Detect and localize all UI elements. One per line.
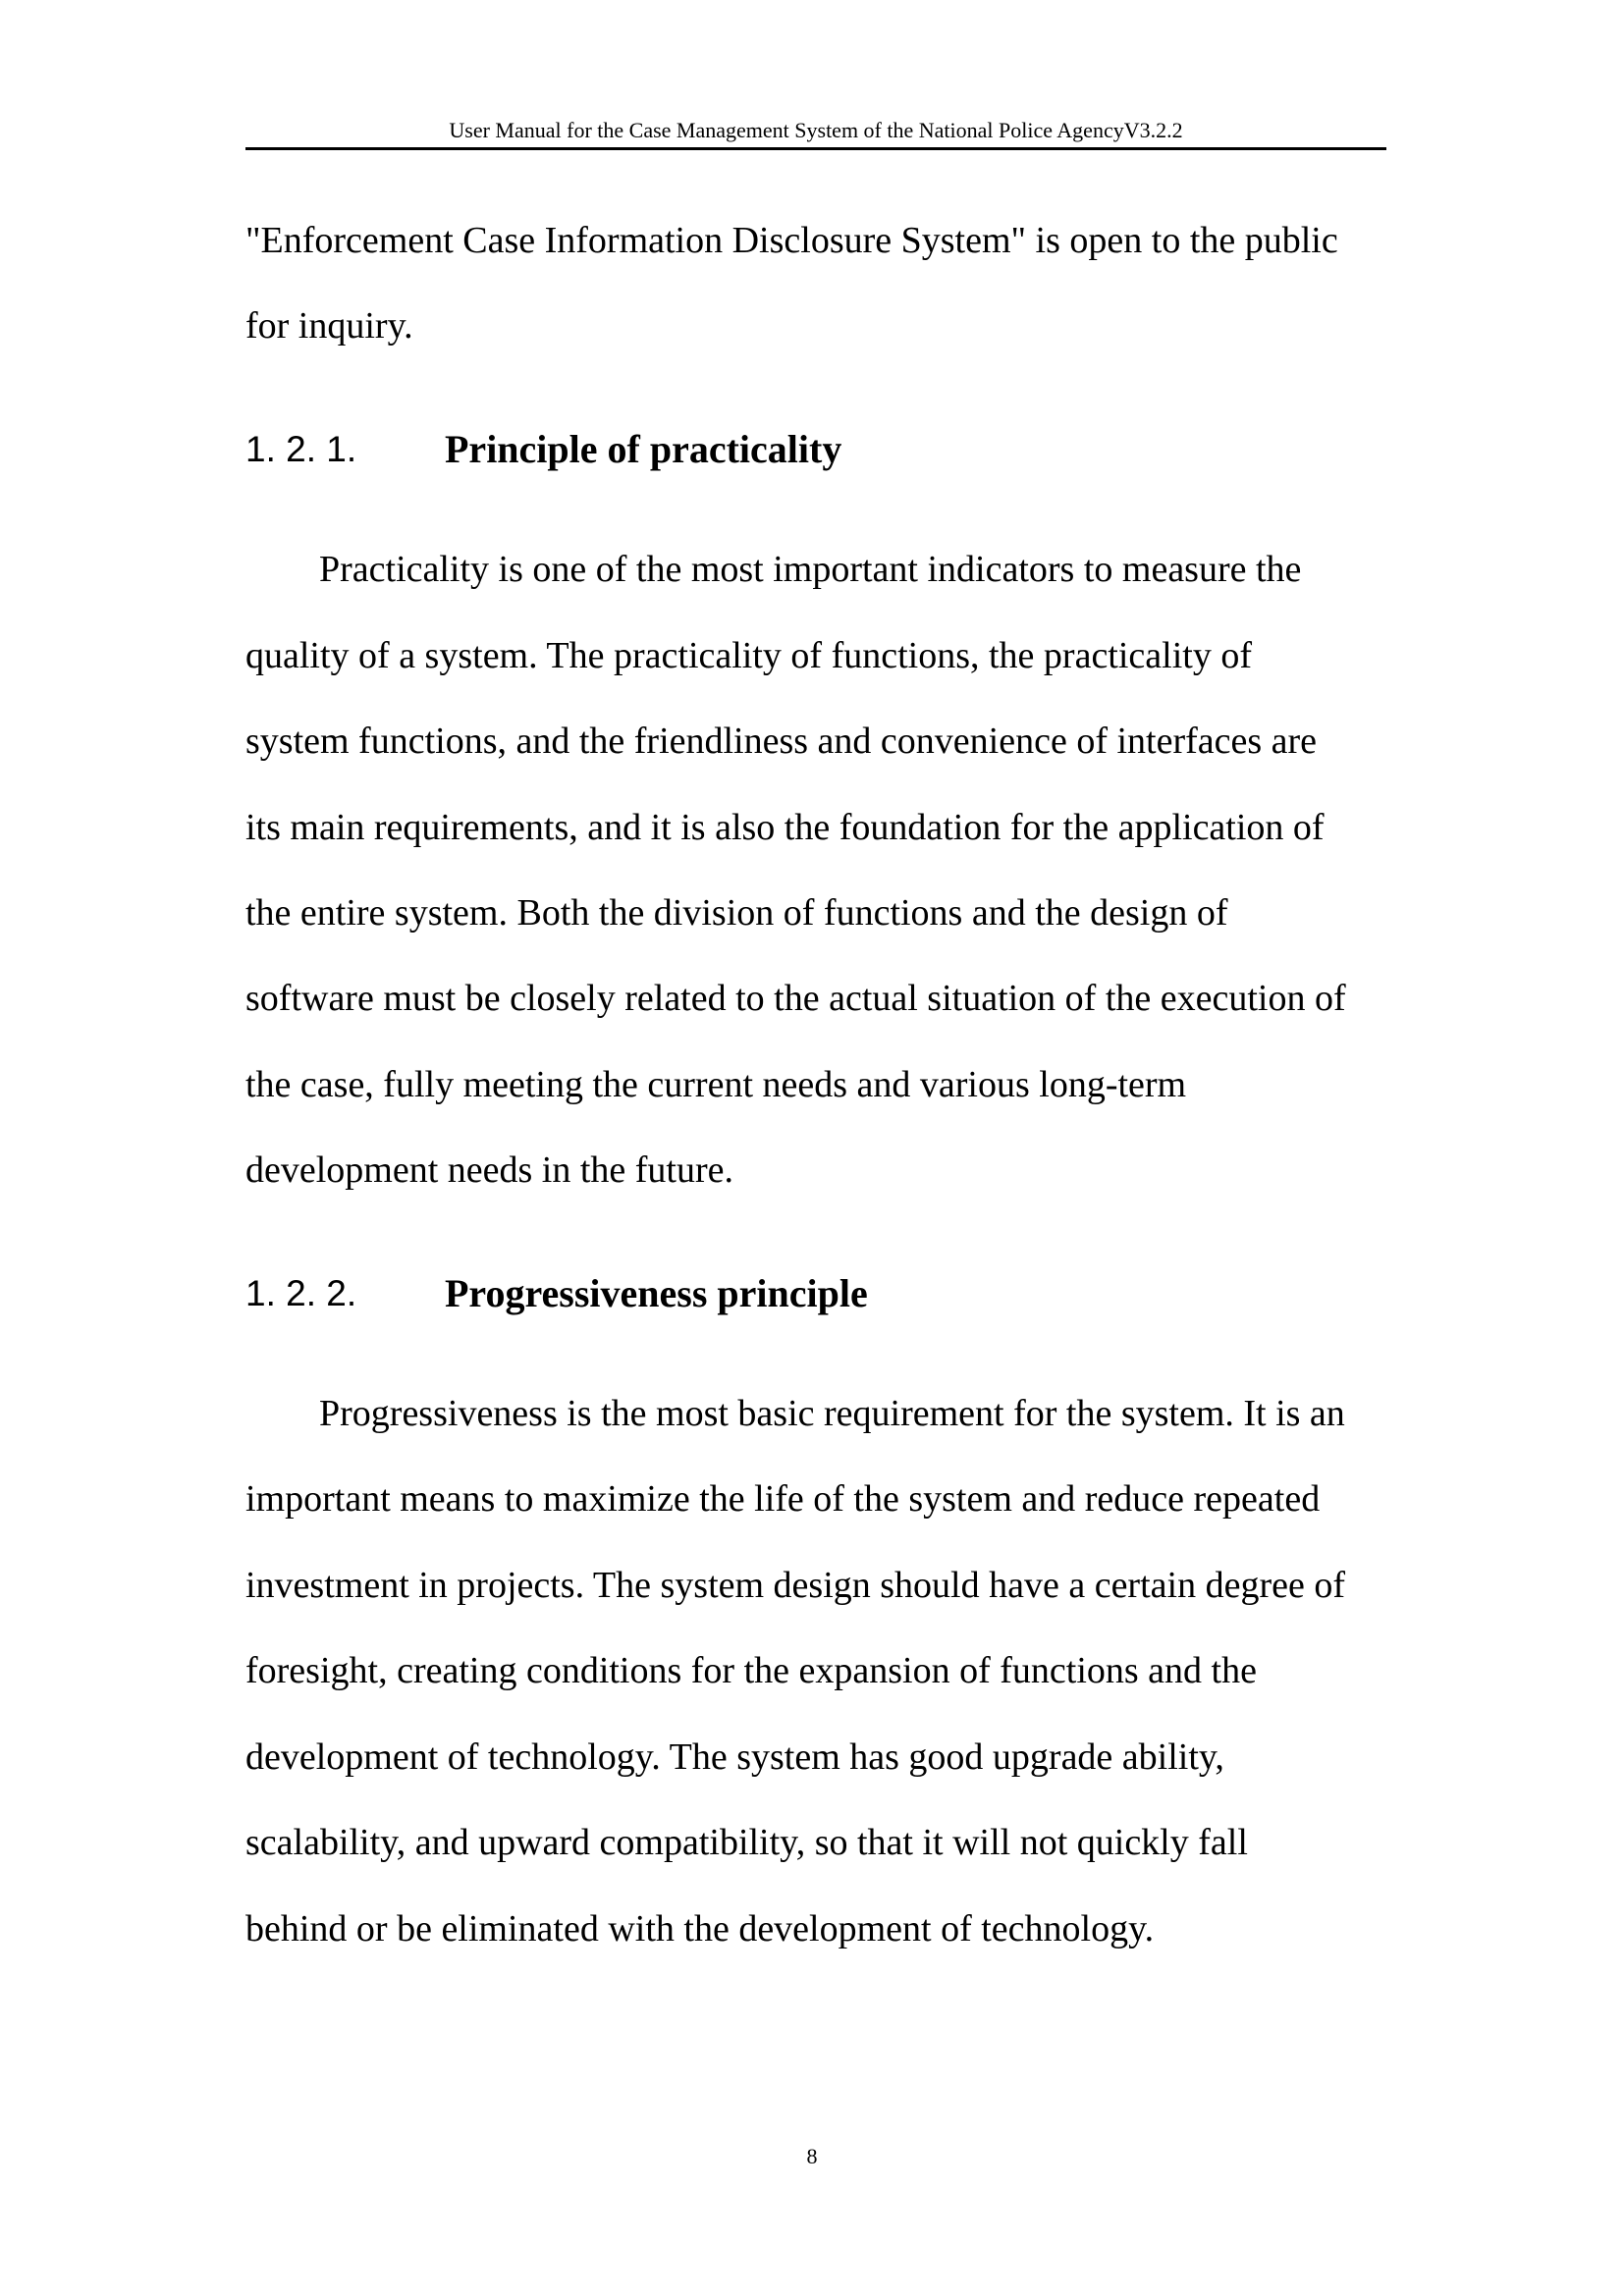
paragraph-line: Practicality is one of the most important indicators to measure the: [319, 549, 1302, 590]
paragraph-line: behind or be eliminated with the development of technology.: [245, 1908, 1155, 1949]
paragraph-line: investment in projects. The system design should have a certain degree of: [245, 1565, 1345, 1606]
paragraph-line: "Enforcement Case Information Disclosure System" is open to the public: [245, 220, 1338, 261]
paragraph-line: for inquiry.: [245, 305, 413, 347]
paragraph-line: quality of a system. The practicality of functions, the practicality of: [245, 635, 1252, 676]
page-header: [245, 114, 1386, 150]
paragraph-line: its main requirements, and it is also the foundation for the application of: [245, 807, 1325, 848]
section-number: 1. 2. 2.: [245, 1273, 357, 1313]
paragraph-line: development of technology. The system has good upgrade ability,: [245, 1736, 1224, 1778]
paragraph-line: foresight, creating conditions for the expansion of functions and the: [245, 1650, 1257, 1691]
paragraph-line: development needs in the future.: [245, 1149, 734, 1191]
paragraph-line: scalability, and upward compatibility, so that it will not quickly fall: [245, 1822, 1248, 1863]
paragraph-line: the case, fully meeting the current needs and various long-term: [245, 1064, 1187, 1105]
section-title: Principle of practicality: [445, 427, 842, 471]
paragraph-line: software must be closely related to the actual situation of the execution of: [245, 978, 1346, 1019]
paragraph-line: system functions, and the friendliness and convenience of interfaces are: [245, 721, 1318, 762]
section-number: 1. 2. 1.: [245, 429, 357, 469]
paragraph-line: Progressiveness is the most basic requirement for the system. It is an: [319, 1393, 1345, 1434]
header-title: User Manual for the Case Management System of the National Police AgencyV3.2.2: [449, 118, 1183, 142]
paragraph-line: the entire system. Both the division of functions and the design of: [245, 892, 1228, 934]
section-title: Progressiveness principle: [445, 1271, 868, 1315]
paragraph-line: important means to maximize the life of the system and reduce repeated: [245, 1478, 1321, 1520]
page-number: 8: [806, 2144, 818, 2168]
